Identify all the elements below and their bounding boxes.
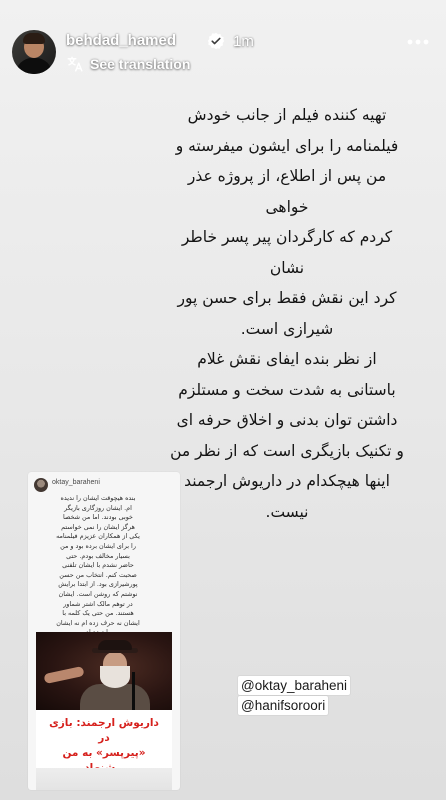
photo-beard-shape: [100, 666, 130, 688]
photo-mic-stand: [132, 672, 135, 710]
story-line: و تکنیک بازیگری است که از نظر من: [170, 441, 404, 460]
story-line: کرد این نقش فقط برای حسن پور: [177, 289, 397, 307]
embedded-text-line: بنده هیچوقت ایشان را ندیده: [60, 494, 136, 502]
story-line: شیرازی است.: [240, 319, 334, 338]
embedded-text-line: ایشان نه حرف زده ام نه ایشان: [56, 618, 140, 627]
caption-line: داریوش ارجمند: بازی در: [49, 717, 159, 744]
embedded-text-line: پورشیرازی بود. از ابتدا برایش: [58, 580, 138, 589]
story-text-block: [170, 100, 404, 527]
embedded-text-line: صحبت کنم. انتخاب من حسن: [59, 570, 137, 579]
embedded-photo: [36, 632, 172, 710]
embedded-text-line: یکی از همکاران عزیزم فیلمنامه: [56, 532, 140, 541]
profile-avatar[interactable]: [12, 30, 56, 74]
embedded-text-line: بسیار مخالف بودم. حتی: [66, 551, 130, 560]
see-translation-button[interactable]: [66, 55, 190, 73]
embedded-caption-box: [36, 710, 172, 768]
embedded-footer: [36, 768, 172, 790]
caption-line: «پیرپسر» به من: [62, 747, 146, 759]
story-line: اینها هیچکدام در داریوش ارجمند: [184, 472, 390, 490]
username[interactable]: behdad_hamed: [66, 32, 177, 49]
post-timestamp: 1m: [233, 33, 254, 50]
embedded-text-line: را برای ایشان برده بود و من: [60, 541, 136, 550]
story-line: نیست.: [265, 502, 309, 521]
avatar-hair-shape: [23, 33, 45, 44]
embedded-text-line: نوشتم که روشن است. ایشان: [58, 589, 138, 598]
story-line: از نظر بنده ایفای نقش غلام: [197, 350, 377, 368]
embedded-story-screenshot[interactable]: [28, 472, 180, 790]
story-line: من پس از اطلاع، از پروژه عذر خواهی: [187, 167, 387, 216]
embedded-text-line: خوبی بودند. اما من شخصا: [63, 513, 133, 522]
embedded-text-block: [38, 494, 158, 638]
embedded-text-line: هستند. من حتی یک کلمه با: [62, 609, 134, 618]
see-translation-label: See translation: [90, 56, 191, 72]
embedded-text-line: حاضر نشدم با ایشان تلفنی: [62, 561, 134, 570]
story-line: تهیه کننده فیلم از جانب خودش: [187, 106, 387, 124]
story-line: فیلمنامه را برای ایشون میفرسته و: [175, 136, 399, 155]
embedded-text-line: هرگز ایشان را نمی خواستم: [61, 522, 135, 531]
mention-hanifsoroori[interactable]: @hanifsoroori: [238, 696, 328, 715]
story-line: داشتن توان بدنی و اخلاق حرفه ای: [176, 411, 398, 429]
story-line: باستانی به شدت سخت و مستلزم: [178, 380, 396, 399]
more-options-icon[interactable]: [404, 32, 432, 52]
embedded-avatar: [34, 478, 48, 492]
mention-oktay-baraheni[interactable]: @oktay_baraheni: [238, 676, 350, 695]
translate-icon: [66, 55, 84, 73]
story-line: کردم که کارگردان پیر پسر خاطر نشان: [181, 228, 393, 277]
avatar-body-shape: [16, 58, 52, 74]
embedded-username: oktay_baraheni: [52, 479, 100, 486]
embedded-text-line: در توهم مالک اشتر شماور: [63, 599, 133, 608]
photo-hand-shape: [43, 666, 84, 684]
photo-hat-crown: [98, 640, 132, 650]
verified-badge-icon: [207, 32, 225, 50]
embedded-text-line: ام. ایشان روزگاری بازیگر: [64, 503, 132, 512]
